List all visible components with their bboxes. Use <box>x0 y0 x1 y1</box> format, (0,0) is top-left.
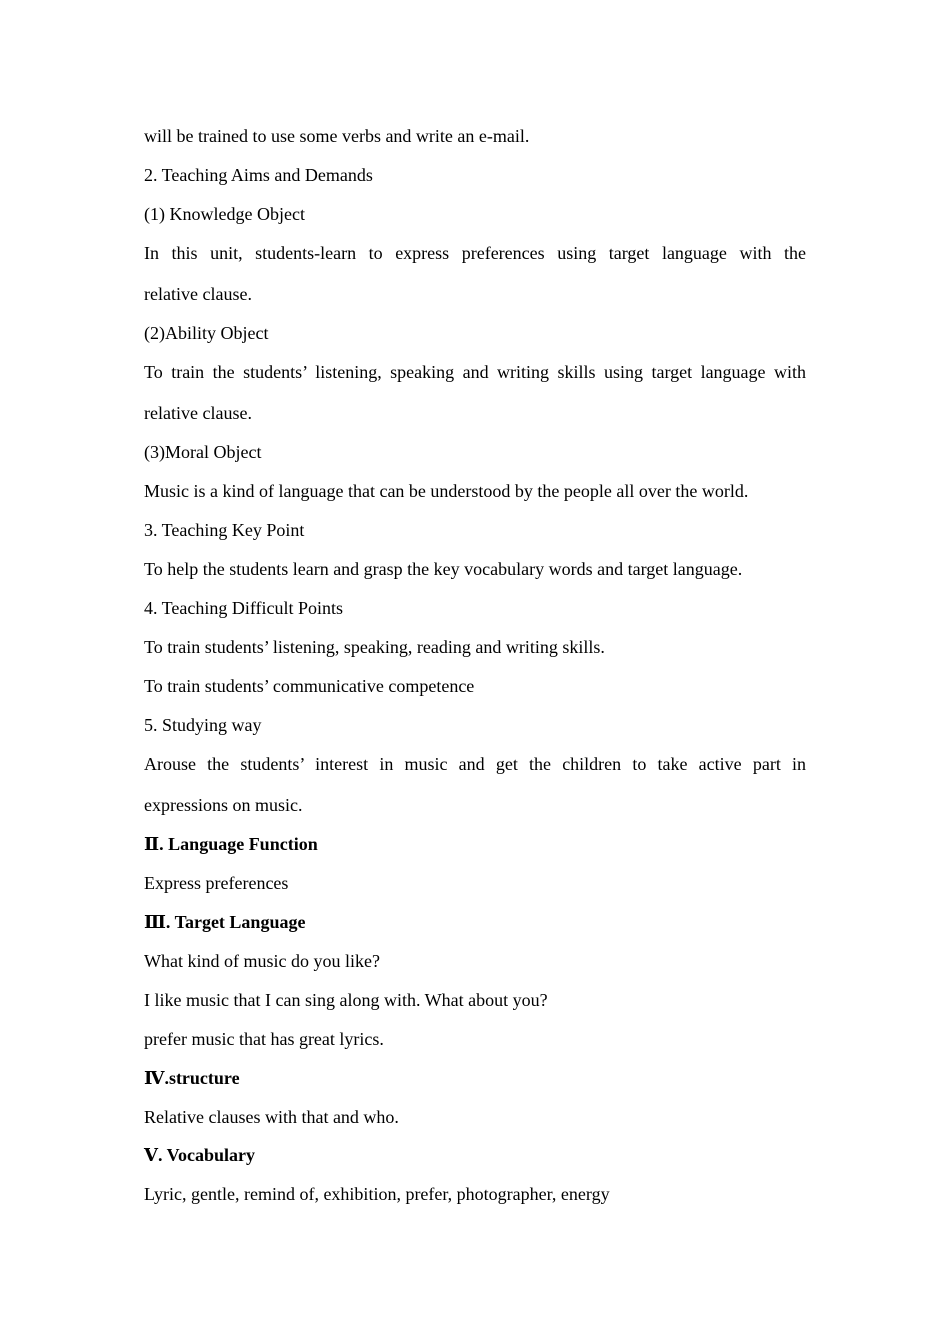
difficult-points-heading: 4. Teaching Difficult Points <box>144 598 344 618</box>
structure-text: Relative clauses with that and who. <box>144 1107 399 1127</box>
studying-way-text-line2: expressions on music. <box>144 795 303 815</box>
language-function-text: Express preferences <box>144 873 289 893</box>
vocabulary-title: . Vocabulary <box>157 1145 255 1165</box>
target-language-heading <box>144 910 806 935</box>
target-language-line3: prefer music that has great lyrics. <box>144 1029 384 1049</box>
language-function-title: . Language Function <box>159 834 318 854</box>
roman-numeral-five: Ⅴ <box>144 1145 158 1166</box>
moral-object-heading: (3)Moral Object <box>144 442 262 462</box>
structure-title: .structure <box>164 1068 240 1088</box>
ability-object-text-line1: To train the students’ listening, speaking and writing skills using target language with <box>144 362 806 382</box>
studying-way-text-line1: Arouse the students’ interest in music and get the children to take active part in <box>144 754 806 774</box>
difficult-points-text-line1: To train students’ listening, speaking, reading and writing skills. <box>144 637 605 657</box>
studying-way-heading: 5. Studying way <box>144 715 262 735</box>
key-point-text: To help the students learn and grasp the key vocabulary words and target language. <box>144 559 743 579</box>
roman-numeral-four: Ⅳ <box>144 1068 165 1089</box>
section-teaching-aims-heading: 2. Teaching Aims and Demands <box>144 165 373 185</box>
ability-object-heading: (2)Ability Object <box>144 323 269 343</box>
vocabulary-text: Lyric, gentle, remind of, exhibition, prefer, photographer, energy <box>144 1184 610 1204</box>
ability-object-text-line2: relative clause. <box>144 403 252 423</box>
vocabulary-heading <box>144 1143 806 1168</box>
knowledge-object-text-line1: In this unit, students-learn to express preferences using target language with the <box>144 243 806 263</box>
structure-heading <box>144 1066 806 1091</box>
document-page <box>144 0 806 1344</box>
target-language-line1: What kind of music do you like? <box>144 951 380 971</box>
knowledge-object-text-line2: relative clause. <box>144 284 252 304</box>
difficult-points-text-line2: To train students’ communicative competence <box>144 676 475 696</box>
paragraph-intro-continuation: will be trained to use some verbs and write an e-mail. <box>144 126 530 146</box>
key-point-heading: 3. Teaching Key Point <box>144 520 305 540</box>
target-language-title: . Target Language <box>165 912 306 932</box>
roman-numeral-two: Ⅱ <box>144 834 160 855</box>
language-function-heading <box>144 832 806 857</box>
target-language-line2: I like music that I can sing along with. What about you? <box>144 990 548 1010</box>
roman-numeral-three: Ⅲ <box>144 912 166 933</box>
knowledge-object-heading: (1) Knowledge Object <box>144 204 305 224</box>
moral-object-text: Music is a kind of language that can be understood by the people all over the world. <box>144 481 749 501</box>
